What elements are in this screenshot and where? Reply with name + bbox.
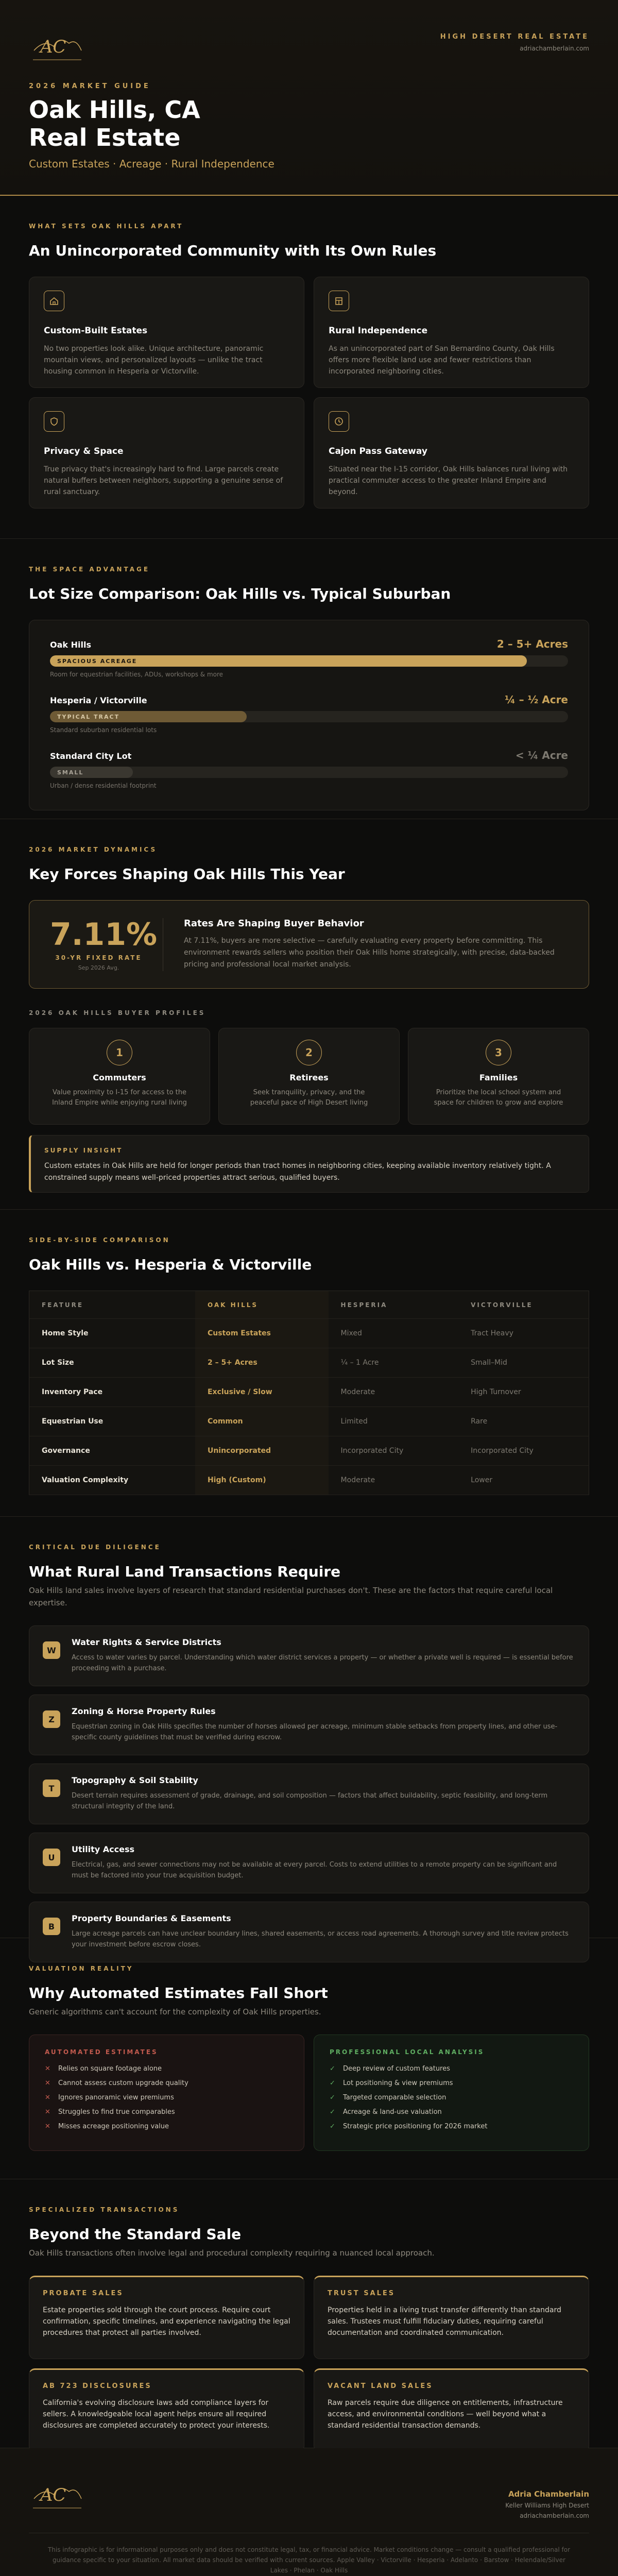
lot-row-oak-hills — [50, 638, 568, 678]
footer-logo-icon — [29, 2469, 85, 2515]
card-heading: PROFESSIONAL LOCAL ANALYSIS — [330, 2048, 485, 2056]
diligence-title: Utility Access — [72, 1844, 134, 1854]
feature-card-rural-independence — [314, 277, 589, 388]
automated-estimates-card — [29, 2035, 304, 2151]
sale-card-ab723 — [29, 2368, 304, 2452]
diligence-letter-badge: W — [43, 1641, 60, 1659]
diligence-text: Desert terrain requires assessment of grade, drainage, and soil composition — factors that affect buildability, septic feasibility, and long-term structural integrity of the land. — [72, 1792, 548, 1810]
table-cell: Limited — [329, 1407, 459, 1436]
table-cell: High Turnover — [458, 1378, 589, 1407]
sale-card-trust — [314, 2276, 589, 2359]
section-eyebrow: SPECIALIZED TRANSACTIONS — [29, 2206, 180, 2213]
buyer-text: Prioritize the local school system and space for children to grow and explore — [434, 1089, 563, 1107]
feature-title: Cajon Pass Gateway — [329, 446, 427, 456]
table-cell: Mixed — [329, 1319, 459, 1348]
x-icon: ✕ — [45, 2065, 50, 2073]
section-lead: Oak Hills land sales involve layers of research that standard residential purchases don't. These are the factors that require careful local expertise. — [29, 1586, 553, 1607]
professional-analysis-card — [314, 2035, 589, 2151]
footer — [0, 2448, 618, 2576]
sale-heading: VACANT LAND SALES — [328, 2382, 433, 2390]
table-cell: Incorporated City — [458, 1436, 589, 1466]
section-eyebrow: THE SPACE ADVANTAGE — [29, 566, 150, 573]
table-cell: Custom Estates — [195, 1319, 329, 1348]
insight-text: Custom estates in Oak Hills are held for longer periods than tract homes in neighboring cities, keeping available inventory relatively tight. A constrained supply means well-priced properties attract serious, qualified buyers. — [44, 1162, 551, 1182]
footer-disclaimer: This infographic is for informational purposes only and does not constitute legal, tax, or financial advice. Market conditions change — consult a qualified professional for guidance specific to your situation. All market data should be verified with current sources. Apple Valley · Victorville · Hesperia · Adelanto · Barstow · Helendale/Silver Lakes · Phelan · Oak Hills — [47, 2546, 571, 2574]
building-icon — [329, 291, 349, 311]
sale-text: California's evolving disclosure laws add compliance layers for sellers. A knowledgeable local agent helps ensure all required disclosures are completed accurately to protect your interests. — [43, 2399, 270, 2430]
column-header: FEATURE — [29, 1291, 195, 1319]
diligence-text: Equestrian zoning in Oak Hills specifies the number of horses allowed per acreage, minimum stable setbacks from property lines, and other use-specific county guidelines that must be verified during escrow. — [72, 1723, 558, 1741]
section-eyebrow: VALUATION REALITY — [29, 1965, 134, 1972]
feature-text: Situated near the I-15 corridor, Oak Hills balances rural living with practical commuter access to the greater Inland Empire and beyond. — [329, 465, 568, 496]
section-lead: Oak Hills transactions often involve legal and procedural complexity requiring a nuanced local approach. — [29, 2248, 435, 2258]
clock-icon — [329, 411, 349, 432]
lot-bar-label: SMALL — [57, 769, 84, 776]
feature-card-privacy-space — [29, 397, 304, 509]
table-cell: 2 – 5+ Acres — [195, 1348, 329, 1378]
section-title: What Rural Land Transactions Require — [29, 1563, 341, 1580]
lot-name: Standard City Lot — [50, 751, 132, 761]
check-icon: ✓ — [330, 2094, 335, 2102]
specialized-transactions-section — [0, 2179, 618, 2448]
hero — [0, 0, 618, 196]
list-item: ✕ Cannot assess custom upgrade quality — [45, 2079, 188, 2087]
lot-note: Standard suburban residential lots — [50, 726, 157, 734]
feature-card-custom-estates — [29, 277, 304, 388]
supply-insight — [29, 1135, 589, 1193]
sale-text: Properties held in a living trust transfer differently than standard sales. Trustees must fulfill fiduciary duties, requiring careful documentation and coordinated communication. — [328, 2306, 561, 2337]
check-icon: ✓ — [330, 2108, 335, 2116]
section-eyebrow: SIDE-BY-SIDE COMPARISON — [29, 1236, 170, 1244]
diligence-text: Access to water varies by parcel. Understanding which water district services a property — or whether a private well is required — is essential before proceeding with a purchase. — [72, 1654, 573, 1672]
svg-text:AC: AC — [40, 2485, 66, 2505]
page-title: Oak Hills, CA Real Estate — [29, 96, 200, 151]
feature-title: Custom-Built Estates — [44, 326, 148, 336]
section-eyebrow: WHAT SETS OAK HILLS APART — [29, 223, 184, 230]
buyer-profiles-eyebrow: 2026 OAK HILLS BUYER PROFILES — [29, 1009, 206, 1016]
section-title: Beyond the Standard Sale — [29, 2226, 242, 2243]
lot-value: < ¼ Acre — [515, 749, 568, 761]
home-icon — [44, 291, 64, 311]
shield-icon — [44, 411, 64, 432]
lot-bar-label: TYPICAL TRACT — [57, 713, 120, 720]
x-icon: ✕ — [45, 2108, 50, 2116]
section-eyebrow: CRITICAL DUE DILIGENCE — [29, 1544, 161, 1551]
sale-text: Estate properties sold through the court process. Require court confirmation, specific timelines, and experience navigating the legal procedures that protect all parties involved. — [43, 2306, 290, 2337]
sale-heading: TRUST SALES — [328, 2290, 396, 2297]
brand-website-link[interactable]: adriachamberlain.com — [520, 45, 589, 52]
diligence-letter-badge: Z — [43, 1710, 60, 1728]
table-cell: Incorporated City — [329, 1436, 459, 1466]
lot-bar-fill — [50, 655, 527, 667]
lot-name: Hesperia / Victorville — [50, 696, 147, 705]
agent-block — [505, 2489, 589, 2519]
buyer-number: 3 — [486, 1040, 511, 1065]
rate-label: 30-YR FIXED RATE — [55, 954, 142, 961]
rate-heading: Rates Are Shaping Buyer Behavior — [184, 918, 364, 929]
agent-website-link[interactable]: adriachamberlain.com — [520, 2512, 589, 2519]
due-diligence-section — [0, 1517, 618, 1948]
brand-logo-icon — [29, 21, 85, 67]
table-cell: Moderate — [329, 1378, 459, 1407]
rate-text: At 7.11%, buyers are more selective — carefully evaluating every property before committing. This environment rewards sellers who position their Oak Hills home strategically, with precise, data-backed pricing and professional local market analysis. — [184, 937, 555, 969]
lot-note: Urban / dense residential footprint — [50, 782, 157, 789]
table-row — [29, 1466, 589, 1495]
column-header: OAK HILLS — [195, 1291, 329, 1319]
diligence-text: Large acreage parcels can have unclear boundary lines, shared easements, or access road agreements. A thorough survey and title review protects your investment before escrow closes. — [72, 1930, 569, 1948]
lot-bar-fill — [50, 767, 133, 778]
table-cell: Lower — [458, 1466, 589, 1495]
table-cell: Rare — [458, 1407, 589, 1436]
diligence-title: Zoning & Horse Property Rules — [72, 1706, 216, 1716]
diligence-item-topography — [29, 1764, 589, 1824]
diligence-item-water — [29, 1625, 589, 1686]
lot-bar-label: SPACIOUS ACREAGE — [57, 657, 138, 665]
lot-size-section — [0, 539, 618, 819]
lot-bar-track — [50, 655, 568, 667]
diligence-item-zoning — [29, 1694, 589, 1755]
table-cell: Unincorporated — [195, 1436, 329, 1466]
buyer-number: 2 — [296, 1040, 322, 1065]
diligence-item-utility — [29, 1833, 589, 1893]
list-item: ✕ Misses acreage positioning value — [45, 2123, 169, 2130]
list-item: ✓ Acreage & land-use valuation — [330, 2108, 442, 2116]
section-title: Key Forces Shaping Oak Hills This Year — [29, 866, 345, 883]
brand-block — [440, 33, 589, 52]
sale-card-vacant-land — [314, 2368, 589, 2452]
section-title: An Unincorporated Community with Its Own Rules — [29, 242, 437, 259]
list-item: ✓ Targeted comparable selection — [330, 2094, 447, 2102]
agent-company: Keller Williams High Desert — [505, 2502, 589, 2509]
list-item: ✕ Ignores panoramic view premiums — [45, 2094, 174, 2102]
table-row — [29, 1378, 589, 1407]
x-icon: ✕ — [45, 2123, 50, 2130]
lot-note: Room for equestrian facilities, ADUs, workshops & more — [50, 671, 224, 678]
table-cell: Valuation Complexity — [29, 1466, 195, 1495]
rate-callout — [29, 900, 589, 989]
table-row — [29, 1319, 589, 1348]
table-cell: Lot Size — [29, 1348, 195, 1378]
diligence-text: Electrical, gas, and sewer connections may not be available at every parcel. Costs to extend utilities to a remote property can be significant and must be factored into your true acquisition budget. — [72, 1861, 557, 1879]
table-cell: Common — [195, 1407, 329, 1436]
x-icon: ✕ — [45, 2079, 50, 2087]
x-icon: ✕ — [45, 2094, 50, 2102]
buyer-title: Retirees — [289, 1073, 329, 1082]
table-row — [29, 1348, 589, 1378]
sale-heading: AB 723 DISCLOSURES — [43, 2382, 152, 2390]
column-header: HESPERIA — [329, 1291, 459, 1319]
card-heading: AUTOMATED ESTIMATES — [45, 2048, 158, 2056]
diligence-title: Topography & Soil Stability — [72, 1775, 198, 1785]
comparison-table — [29, 1291, 589, 1495]
table-row — [29, 1436, 589, 1466]
lot-bar-track — [50, 711, 568, 722]
check-icon: ✓ — [330, 2065, 335, 2073]
check-icon: ✓ — [330, 2079, 335, 2087]
lot-bar-track — [50, 767, 568, 778]
sale-card-probate — [29, 2276, 304, 2359]
section-lead: Generic algorithms can't account for the complexity of Oak Hills properties. — [29, 2007, 321, 2016]
list-item: ✓ Deep review of custom features — [330, 2065, 450, 2073]
section-title: Why Automated Estimates Fall Short — [29, 1985, 328, 2002]
buyer-number: 1 — [107, 1040, 132, 1065]
table-header-row — [29, 1291, 589, 1319]
table-cell: Inventory Pace — [29, 1378, 195, 1407]
lot-comparison-panel — [29, 620, 589, 810]
feature-text: As an unincorporated part of San Bernardino County, Oak Hills offers more flexible land use and fewer restrictions than incorporated neighboring cities. — [329, 345, 555, 376]
comparison-section — [0, 1210, 618, 1517]
hero-kicker: 2026 MARKET GUIDE — [29, 82, 151, 90]
rate-value: 7.11% — [50, 916, 158, 953]
table-cell: Tract Heavy — [458, 1319, 589, 1348]
table-cell: Equestrian Use — [29, 1407, 195, 1436]
buyer-text: Seek tranquility, privacy, and the peaceful pace of High Desert living — [250, 1089, 368, 1107]
list-item: ✕ Relies on square footage alone — [45, 2065, 162, 2073]
section-eyebrow: 2026 MARKET DYNAMICS — [29, 846, 158, 853]
table-cell: Governance — [29, 1436, 195, 1466]
sale-heading: PROBATE SALES — [43, 2290, 124, 2297]
buyer-card-commuters — [29, 1028, 210, 1125]
diligence-title: Water Rights & Service Districts — [72, 1637, 221, 1647]
feature-text: True privacy that's increasingly hard to find. Large parcels create natural buffers between neighbors, supporting a genuine sense of rural sanctuary. — [44, 465, 283, 496]
market-forces-section — [0, 819, 618, 1210]
table-cell: Moderate — [329, 1466, 459, 1495]
feature-text: No two properties look alike. Unique architecture, panoramic mountain views, and personalized layouts — unlike the tract housing common in Hesperia or Victorville. — [44, 345, 264, 376]
lot-name: Oak Hills — [50, 640, 91, 650]
valuation-section — [0, 1938, 618, 2179]
lot-row-standard-city — [50, 749, 568, 789]
table-cell: ¼ – 1 Acre — [329, 1348, 459, 1378]
svg-text:AC: AC — [40, 37, 66, 57]
lot-row-hesperia-victorville — [50, 693, 568, 734]
table-cell: Exclusive / Slow — [195, 1378, 329, 1407]
buyer-card-retirees — [218, 1028, 400, 1125]
agent-name: Adria Chamberlain — [508, 2489, 589, 2499]
diligence-letter-badge: T — [43, 1780, 60, 1797]
column-header: VICTORVILLE — [458, 1291, 589, 1319]
table-cell: Home Style — [29, 1319, 195, 1348]
check-icon: ✓ — [330, 2123, 335, 2130]
table-row — [29, 1407, 589, 1436]
feature-title: Privacy & Space — [44, 446, 124, 456]
automated-list — [45, 2065, 288, 2130]
brand-name: HIGH DESERT REAL ESTATE — [440, 33, 589, 41]
diligence-letter-badge: U — [43, 1849, 60, 1866]
lot-value: ¼ – ½ Acre — [504, 693, 568, 706]
professional-list — [330, 2065, 573, 2130]
buyer-title: Commuters — [93, 1073, 146, 1082]
buyer-card-families — [408, 1028, 589, 1125]
buyer-title: Families — [479, 1073, 518, 1082]
apart-section — [0, 196, 618, 539]
list-item: ✓ Lot positioning & view premiums — [330, 2079, 453, 2087]
section-title: Oak Hills vs. Hesperia & Victorville — [29, 1256, 312, 1273]
insight-title: SUPPLY INSIGHT — [44, 1147, 123, 1154]
list-item: ✕ Struggles to find true comparables — [45, 2108, 175, 2116]
feature-card-cajon-pass — [314, 397, 589, 509]
lot-bar-fill — [50, 711, 247, 722]
diligence-title: Property Boundaries & Easements — [72, 1913, 231, 1923]
section-title: Lot Size Comparison: Oak Hills vs. Typical Suburban — [29, 585, 451, 602]
sale-text: Raw parcels require due diligence on entitlements, infrastructure access, and environmental conditions — well beyond what a standard residential transaction demands. — [328, 2399, 563, 2430]
feature-title: Rural Independence — [329, 326, 428, 336]
table-cell: High (Custom) — [195, 1466, 329, 1495]
buyer-text: Value proximity to I-15 for access to the Inland Empire while enjoying rural living — [52, 1089, 187, 1107]
table-cell: Small–Mid — [458, 1348, 589, 1378]
hero-tagline: Custom Estates · Acreage · Rural Independence — [29, 158, 274, 170]
list-item: ✓ Strategic price positioning for 2026 market — [330, 2123, 488, 2130]
lot-value: 2 – 5+ Acres — [496, 638, 568, 650]
rate-date: Sep 2026 Avg. — [78, 964, 119, 971]
diligence-letter-badge: B — [43, 1918, 60, 1935]
